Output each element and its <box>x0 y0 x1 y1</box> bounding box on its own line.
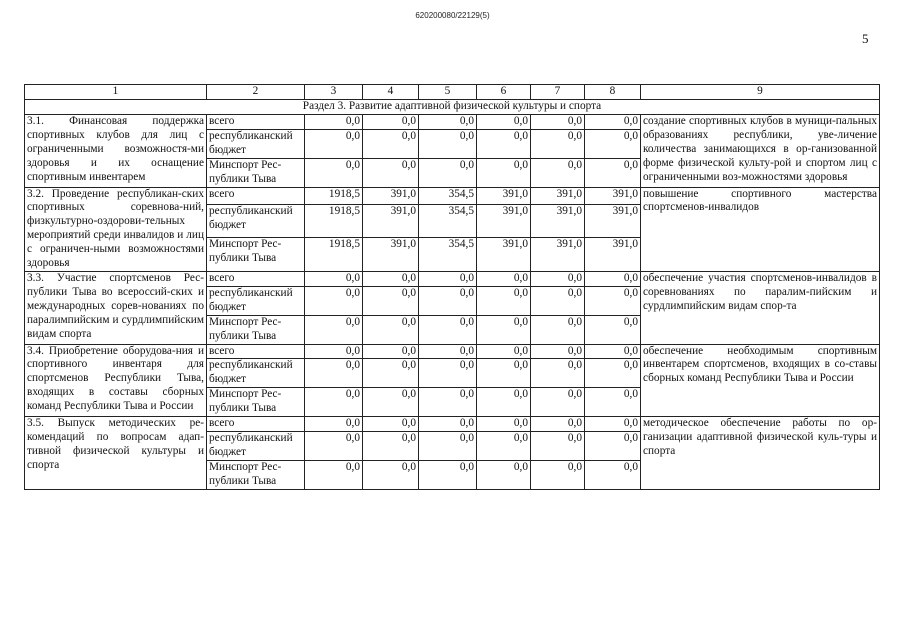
funding-value: 0,0 <box>477 431 531 460</box>
measure-title: 3.3. Участие спортсменов Рес-публики Тыва во всероссий-ских и международных сорев-нованиях по паралимпийским и сурдлимпийским видам спорта <box>25 271 207 344</box>
funding-value: 0,0 <box>363 286 419 315</box>
header-row <box>25 85 880 100</box>
funding-source: всего <box>207 187 305 204</box>
funding-value: 391,0 <box>585 204 641 238</box>
funding-value: 0,0 <box>363 115 419 130</box>
funding-value: 391,0 <box>363 204 419 238</box>
funding-value: 0,0 <box>477 388 531 417</box>
funding-source: Минспорт Рес-публики Тыва <box>207 388 305 417</box>
funding-source: всего <box>207 417 305 432</box>
funding-source: республиканский бюджет <box>207 431 305 460</box>
funding-value: 0,0 <box>531 315 585 344</box>
funding-source: всего <box>207 115 305 130</box>
table-row <box>25 271 880 286</box>
funding-value: 0,0 <box>363 129 419 158</box>
funding-value: 0,0 <box>585 359 641 388</box>
funding-value: 354,5 <box>419 204 477 238</box>
funding-source: республиканский бюджет <box>207 286 305 315</box>
funding-value: 1918,5 <box>305 238 363 272</box>
funding-value: 0,0 <box>305 460 363 489</box>
column-header-4: 4 <box>363 85 419 100</box>
table-row <box>25 344 880 359</box>
funding-value: 391,0 <box>363 238 419 272</box>
funding-value: 0,0 <box>419 315 477 344</box>
funding-value: 0,0 <box>305 388 363 417</box>
expected-result: создание спортивных клубов в муници-пальных образованиях республики, уве-личение количества занимающихся в ор-ганизованной форме физической культу-рой и спортом лиц с ограниченными воз-можностями здоровья <box>641 115 880 188</box>
funding-value: 0,0 <box>363 388 419 417</box>
funding-value: 0,0 <box>585 158 641 187</box>
column-header-6: 6 <box>477 85 531 100</box>
funding-value: 0,0 <box>419 286 477 315</box>
column-header-9: 9 <box>641 85 880 100</box>
funding-value: 0,0 <box>305 158 363 187</box>
table-row <box>25 115 880 130</box>
measure-title: 3.4. Приобретение оборудова-ния и спортивного инвентаря для спортсменов Республики Тыва, входящих в составы сборных команд Республики Тыва и России <box>25 344 207 417</box>
funding-value: 391,0 <box>477 187 531 204</box>
measure-title: 3.2. Проведение республикан-ских спортивных соревнова-ний, физкультурно-оздорови-тельных мероприятий среди инвалидов и лиц с ограничен-ными возможностями здоровья <box>25 187 207 271</box>
funding-value: 0,0 <box>363 359 419 388</box>
funding-value: 0,0 <box>585 460 641 489</box>
funding-value: 0,0 <box>477 315 531 344</box>
funding-value: 0,0 <box>363 460 419 489</box>
funding-value: 0,0 <box>531 359 585 388</box>
funding-value: 0,0 <box>585 115 641 130</box>
funding-value: 0,0 <box>419 388 477 417</box>
funding-source: республиканский бюджет <box>207 359 305 388</box>
funding-value: 0,0 <box>305 315 363 344</box>
expected-result: методическое обеспечение работы по ор-ганизации адаптивной физической куль-туры и спорта <box>641 417 880 490</box>
section-row <box>25 100 880 115</box>
funding-value: 0,0 <box>419 271 477 286</box>
funding-value: 354,5 <box>419 187 477 204</box>
funding-value: 0,0 <box>477 286 531 315</box>
funding-value: 0,0 <box>585 431 641 460</box>
funding-value: 0,0 <box>477 271 531 286</box>
funding-value: 0,0 <box>477 344 531 359</box>
funding-value: 0,0 <box>363 417 419 432</box>
funding-value: 0,0 <box>419 158 477 187</box>
funding-value: 0,0 <box>305 286 363 315</box>
funding-value: 0,0 <box>419 431 477 460</box>
funding-source: Минспорт Рес-публики Тыва <box>207 460 305 489</box>
funding-value: 0,0 <box>305 431 363 460</box>
table-body <box>25 85 880 490</box>
funding-value: 0,0 <box>585 388 641 417</box>
funding-value: 391,0 <box>531 238 585 272</box>
funding-source: всего <box>207 271 305 286</box>
expected-result: обеспечение участия спортсменов-инвалидов в соревнованиях по паралим-пийским и сурдлимпийским видам спор-та <box>641 271 880 344</box>
funding-value: 0,0 <box>477 129 531 158</box>
funding-value: 0,0 <box>419 417 477 432</box>
funding-value: 0,0 <box>585 286 641 315</box>
funding-value: 354,5 <box>419 238 477 272</box>
funding-value: 0,0 <box>531 271 585 286</box>
funding-source: Минспорт Рес-публики Тыва <box>207 315 305 344</box>
page-number: 5 <box>862 31 869 46</box>
funding-value: 0,0 <box>363 271 419 286</box>
funding-value: 0,0 <box>305 359 363 388</box>
funding-value: 0,0 <box>363 315 419 344</box>
funding-value: 0,0 <box>363 344 419 359</box>
funding-value: 391,0 <box>477 204 531 238</box>
funding-source: республиканский бюджет <box>207 204 305 238</box>
funding-value: 0,0 <box>531 344 585 359</box>
funding-value: 0,0 <box>305 271 363 286</box>
funding-value: 0,0 <box>531 158 585 187</box>
funding-value: 0,0 <box>531 460 585 489</box>
column-header-8: 8 <box>585 85 641 100</box>
funding-value: 0,0 <box>305 129 363 158</box>
table-row <box>25 187 880 204</box>
funding-source: Минспорт Рес-публики Тыва <box>207 158 305 187</box>
funding-value: 0,0 <box>477 115 531 130</box>
funding-value: 0,0 <box>305 417 363 432</box>
funding-value: 0,0 <box>585 417 641 432</box>
column-header-3: 3 <box>305 85 363 100</box>
section-title: Раздел 3. Развитие адаптивной физической культуры и спорта <box>25 100 880 115</box>
funding-value: 0,0 <box>585 271 641 286</box>
funding-value: 0,0 <box>531 417 585 432</box>
funding-value: 0,0 <box>419 344 477 359</box>
funding-value: 391,0 <box>477 238 531 272</box>
measure-title: 3.1. Финансовая поддержка спортивных клубов для лиц с ограниченными возможностя-ми здоровья и их оснащение спортивным инвентарем <box>25 115 207 188</box>
funding-value: 0,0 <box>419 129 477 158</box>
funding-value: 391,0 <box>363 187 419 204</box>
program-table <box>24 84 880 490</box>
column-header-1: 1 <box>25 85 207 100</box>
expected-result: обеспечение необходимым спортивным инвентарем спортсменов, входящих в со-ставы сборных команд Республики Тыва и России <box>641 344 880 417</box>
column-header-5: 5 <box>419 85 477 100</box>
funding-value: 391,0 <box>585 238 641 272</box>
funding-value: 0,0 <box>419 359 477 388</box>
funding-value: 391,0 <box>531 187 585 204</box>
funding-value: 0,0 <box>585 344 641 359</box>
funding-value: 0,0 <box>305 344 363 359</box>
funding-value: 391,0 <box>585 187 641 204</box>
funding-source: республиканский бюджет <box>207 129 305 158</box>
measure-title: 3.5. Выпуск методических ре-комендаций по вопросам адап-тивной физической культуры и спорта <box>25 417 207 490</box>
funding-value: 0,0 <box>363 431 419 460</box>
funding-value: 0,0 <box>477 417 531 432</box>
column-header-7: 7 <box>531 85 585 100</box>
funding-value: 0,0 <box>585 129 641 158</box>
funding-value: 1918,5 <box>305 187 363 204</box>
funding-value: 0,0 <box>477 158 531 187</box>
funding-value: 0,0 <box>419 460 477 489</box>
funding-source: всего <box>207 344 305 359</box>
funding-value: 0,0 <box>531 388 585 417</box>
funding-value: 0,0 <box>531 431 585 460</box>
funding-value: 1918,5 <box>305 204 363 238</box>
funding-value: 0,0 <box>419 115 477 130</box>
funding-value: 0,0 <box>305 115 363 130</box>
expected-result: повышение спортивного мастерства спортсменов-инвалидов <box>641 187 880 271</box>
funding-value: 391,0 <box>531 204 585 238</box>
funding-value: 0,0 <box>585 315 641 344</box>
funding-value: 0,0 <box>477 359 531 388</box>
table-row <box>25 417 880 432</box>
funding-value: 0,0 <box>477 460 531 489</box>
funding-value: 0,0 <box>531 129 585 158</box>
funding-source: Минспорт Рес-публики Тыва <box>207 238 305 272</box>
funding-value: 0,0 <box>531 115 585 130</box>
funding-value: 0,0 <box>531 286 585 315</box>
document-id: 620200080/22129(5) <box>415 11 490 20</box>
column-header-2: 2 <box>207 85 305 100</box>
funding-value: 0,0 <box>363 158 419 187</box>
